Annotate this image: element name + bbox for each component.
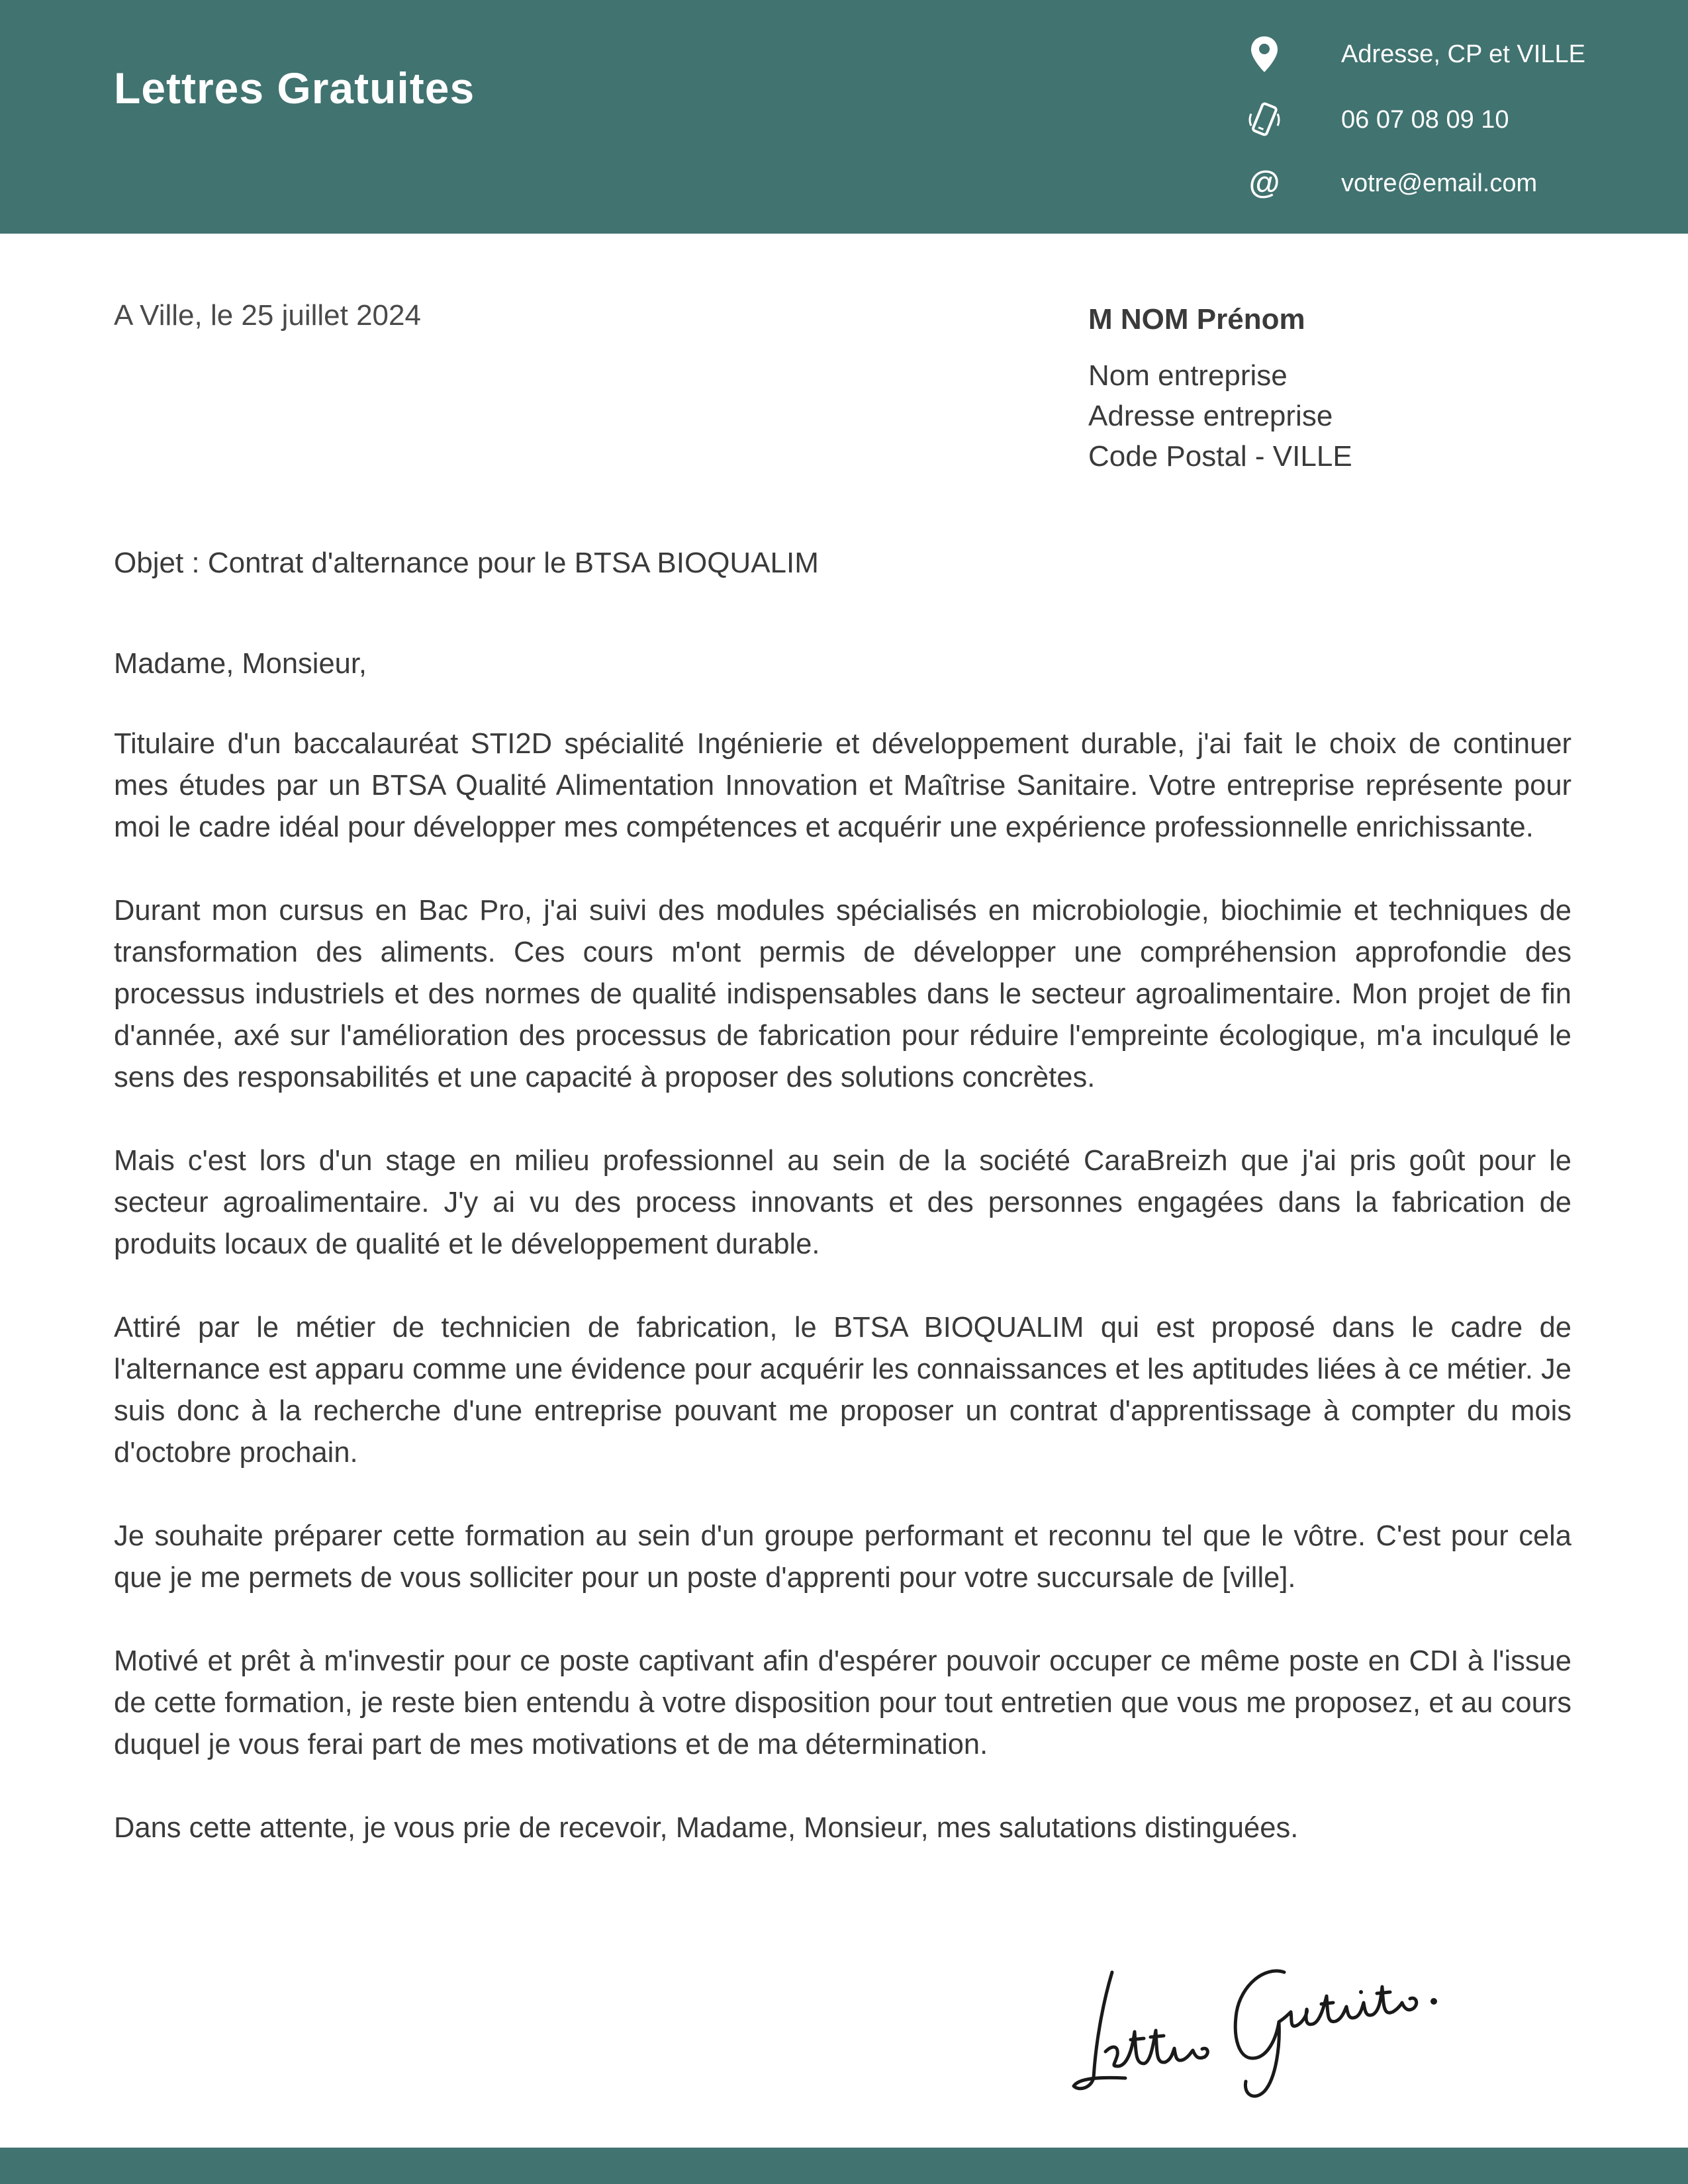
footer-bar [0,2148,1688,2184]
letter-closing: Dans cette attente, je vous prie de recevoir, Madame, Monsieur, mes salutations distinguées. [114,1812,1299,1844]
recipient-block [1088,299,1352,477]
letter-paragraph: Je souhaite préparer cette formation au sein d'un groupe performant et reconnu tel que le vôtre. C'est pour cela que je me permets de vous solliciter pour un poste d'apprenti pour votre succursale de [ville]. [114,1520,1571,1594]
address-text: Adresse, CP et VILLE [1341,40,1585,68]
email-text: votre@email.com [1341,169,1538,197]
letter-paragraph: Mais c'est lors d'un stage en milieu professionnel au sein de la société CaraBreizh que j'ai pris goût pour le secteur agroalimentaire. J'y ai vu des process innovants et des personnes engagées dans la fabrication de produits locaux de qualité et le développement durable. [114,1145,1571,1260]
letter-greeting: Madame, Monsieur, [114,648,367,680]
letter-paragraph: Titulaire d'un baccalauréat STI2D spécialité Ingénierie et développement durable, j'ai fait le choix de continuer mes études par un BTSA Qualité Alimentation Innovation et Maîtrise Sanitaire. Votre entreprise représente pour moi le cadre idéal pour développer mes compétences et acquérir une expérience professionnelle enrichissante. [114,728,1571,843]
phone-text: 06 07 08 09 10 [1341,105,1509,134]
at-sign-glyph: @ [1248,165,1280,201]
letter-paragraph: Motivé et prêt à m'investir pour ce poste captivant afin d'espérer pouvoir occuper ce même poste en CDI à l'issue de cette formation, je reste bien entendu à votre disposition pour tout entretien que vous me proposez, et au cours duquel je vous ferai part de mes motivations et de ma détermination. [114,1645,1571,1760]
letter-paragraph: Attiré par le métier de technicien de fabrication, le BTSA BIOQUALIM qui est proposé dans le cadre de l'alternance est apparu comme une évidence pour acquérir les connaissances et les aptitudes liées à ce métier. Je suis donc à la recherche d'une entreprise pouvant me proposer un contrat d'apprentissage à compter du mois d'octobre prochain. [114,1312,1571,1469]
recipient-address: Adresse entreprise [1088,400,1333,432]
contact-address [1244,34,1585,74]
handwritten-signature [1066,1946,1450,2105]
letter-header [0,0,1688,234]
recipient-city: Code Postal - VILLE [1088,440,1352,473]
letter-date: A Ville, le 25 juillet 2024 [114,299,421,332]
letter-subject: Objet : Contrat d'alternance pour le BTSA BIOQUALIM [114,547,819,579]
contact-email [1244,163,1537,203]
letter-body [114,643,1571,1891]
recipient-company: Nom entreprise [1088,359,1288,392]
location-pin-icon [1244,34,1284,74]
at-sign-icon [1244,163,1284,203]
recipient-name: M NOM Prénom [1088,303,1305,336]
mobile-phone-icon [1244,100,1284,140]
brand-title: Lettres Gratuites [114,64,475,113]
contact-phone [1244,100,1509,140]
letter-paragraph: Durant mon cursus en Bac Pro, j'ai suivi des modules spécialisés en microbiologie, biochimie et techniques de transformation des aliments. Ces cours m'ont permis de développer une compréhension approfondie des processus industriels et des normes de qualité indispensables dans le secteur agroalimentaire. Mon projet de fin d'année, axé sur l'amélioration des processus de fabrication pour réduire l'empreinte écologique, m'a inculqué le sens des responsabilités et une capacité à proposer des solutions concrètes. [114,895,1571,1093]
